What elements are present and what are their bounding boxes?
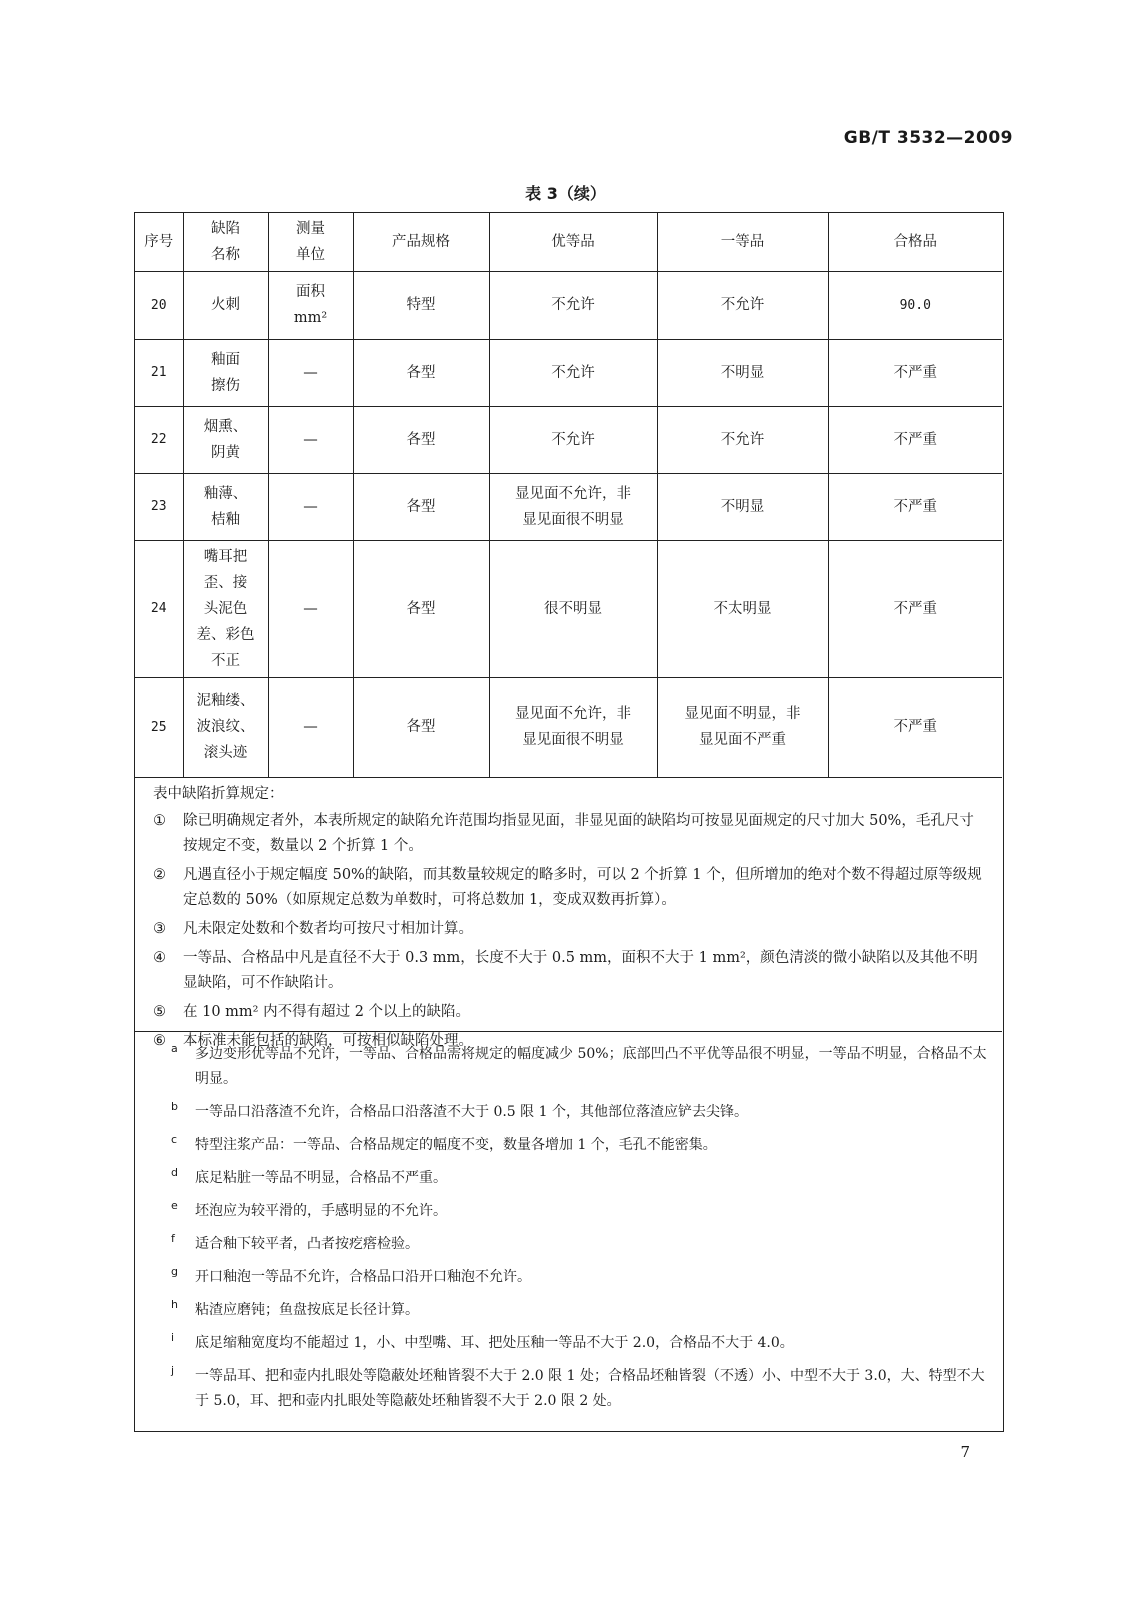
footnote bbox=[171, 1042, 988, 1092]
table-header-row bbox=[135, 213, 1002, 271]
footnote-mark: d bbox=[171, 1166, 178, 1179]
cell-qualified: 不严重 bbox=[828, 339, 1002, 406]
footnote-mark: e bbox=[171, 1199, 178, 1212]
cell-defect-name: 釉薄、 桔釉 bbox=[183, 473, 268, 540]
footnote-mark: h bbox=[171, 1298, 178, 1311]
rule-text: 一等品、合格品中凡是直径不大于 0.3 mm，长度不大于 0.5 mm，面积不大于 1 mm²，颜色清淡的微小缺陷以及其他不明显缺陷，可不作缺陷计。 bbox=[183, 950, 978, 991]
col-header-premium: 优等品 bbox=[489, 213, 657, 271]
table-row bbox=[135, 406, 1002, 473]
rule-text: 本标准未能包括的缺陷，可按相似缺陷处理。 bbox=[183, 1033, 473, 1049]
cell-no: 21 bbox=[135, 339, 183, 406]
cell-premium: 显见面不允许，非 显见面很不明显 bbox=[489, 677, 657, 777]
footnote-mark: b bbox=[171, 1100, 178, 1113]
rule-marker: ③ bbox=[153, 921, 166, 937]
cell-qualified: 不严重 bbox=[828, 406, 1002, 473]
table-row bbox=[135, 540, 1002, 677]
defect-table bbox=[135, 213, 1002, 778]
cell-qualified: 不严重 bbox=[828, 677, 1002, 777]
col-header-defect-name: 缺陷 名称 bbox=[183, 213, 268, 271]
col-header-first-grade: 一等品 bbox=[657, 213, 828, 271]
table-title: 表 3（续） bbox=[525, 184, 606, 203]
cell-defect-name: 嘴耳把 歪、接 头泥色 差、彩色 不正 bbox=[183, 540, 268, 677]
footnote bbox=[171, 1232, 988, 1257]
cell-defect-name: 火刺 bbox=[183, 271, 268, 339]
footnote-text: 一等品口沿落渣不允许，合格品口沿落渣不大于 0.5 限 1 个，其他部位落渣应铲去尖锋。 bbox=[195, 1104, 748, 1120]
footnote-text: 适合釉下较平者，凸者按疙瘩检验。 bbox=[195, 1236, 419, 1252]
notes-divider bbox=[135, 1031, 1002, 1032]
cell-premium: 不允许 bbox=[489, 406, 657, 473]
rule-text: 除已明确规定者外，本表所规定的缺陷允许范围均指显见面，非显见面的缺陷均可按显见面规定的尺寸加大 50%，毛孔尺寸按规定不变，数量以 2 个折算 1 个。 bbox=[183, 813, 974, 854]
footnote bbox=[171, 1166, 988, 1191]
rule-text: 凡遇直径小于规定幅度 50%的缺陷，而其数量较规定的略多时，可以 2 个折算 1 个，但所增加的绝对个数不得超过原等级规定总数的 50%（如原规定总数为单数时，可将总数加 1，变成双数再折算）。 bbox=[183, 867, 982, 908]
footnote-text: 多边变形优等品不允许，一等品、合格品需将规定的幅度减少 50%；底部凹凸不平优等品很不明显，一等品不明显，合格品不太明显。 bbox=[195, 1046, 987, 1087]
rule-text: 在 10 mm² 内不得有超过 2 个以上的缺陷。 bbox=[183, 1004, 471, 1020]
cell-unit: — bbox=[268, 339, 353, 406]
rule-item bbox=[153, 809, 988, 859]
cell-first-grade: 不太明显 bbox=[657, 540, 828, 677]
cell-first-grade: 显见面不明显，非 显见面不严重 bbox=[657, 677, 828, 777]
cell-spec: 各型 bbox=[353, 339, 489, 406]
cell-no: 20 bbox=[135, 271, 183, 339]
cell-first-grade: 不明显 bbox=[657, 473, 828, 540]
cell-no: 25 bbox=[135, 677, 183, 777]
cell-premium: 很不明显 bbox=[489, 540, 657, 677]
footnote-text: 一等品耳、把和壶内扎眼处等隐蔽处坯釉皆裂不大于 2.0 限 1 处；合格品坯釉皆裂（不透）小、中型不大于 3.0，大、特型不大于 5.0，耳、把和壶内扎眼处等隐蔽处坯釉皆裂不大于 2.0 限 2 处。 bbox=[195, 1368, 985, 1409]
footnote-text: 底足缩釉宽度均不能超过 1，小、中型嘴、耳、把处压釉一等品不大于 2.0，合格品不大于 4.0。 bbox=[195, 1335, 794, 1351]
rule-item bbox=[153, 946, 988, 996]
cell-spec: 特型 bbox=[353, 271, 489, 339]
standard-code: GB/T 3532—2009 bbox=[843, 128, 1013, 148]
footnote-mark: a bbox=[171, 1042, 178, 1055]
rule-item bbox=[153, 863, 988, 913]
footnote bbox=[171, 1265, 988, 1290]
cell-no: 22 bbox=[135, 406, 183, 473]
footnote-mark: j bbox=[171, 1364, 175, 1377]
rule-item bbox=[153, 1000, 988, 1025]
cell-premium: 不允许 bbox=[489, 271, 657, 339]
cell-first-grade: 不允许 bbox=[657, 406, 828, 473]
cell-unit: — bbox=[268, 406, 353, 473]
cell-qualified: 不严重 bbox=[828, 473, 1002, 540]
defect-table-box bbox=[134, 212, 1004, 1432]
footnote bbox=[171, 1100, 988, 1125]
cell-first-grade: 不明显 bbox=[657, 339, 828, 406]
footnote-text: 底足粘脏一等品不明显，合格品不严重。 bbox=[195, 1170, 447, 1186]
rule-marker: ⑥ bbox=[153, 1033, 166, 1049]
cell-no: 24 bbox=[135, 540, 183, 677]
footnote bbox=[171, 1331, 988, 1356]
cell-spec: 各型 bbox=[353, 540, 489, 677]
footnote-text: 坯泡应为较平滑的，手感明显的不允许。 bbox=[195, 1203, 447, 1219]
footnote bbox=[171, 1364, 988, 1414]
cell-defect-name: 烟熏、 阴黄 bbox=[183, 406, 268, 473]
footnote-mark: i bbox=[171, 1331, 175, 1344]
cell-premium: 不允许 bbox=[489, 339, 657, 406]
cell-qualified: 不严重 bbox=[828, 540, 1002, 677]
cell-qualified: 90.0 bbox=[828, 271, 1002, 339]
cell-spec: 各型 bbox=[353, 406, 489, 473]
col-header-no: 序号 bbox=[135, 213, 183, 271]
cell-spec: 各型 bbox=[353, 677, 489, 777]
footnote-mark: f bbox=[171, 1232, 175, 1245]
cell-unit: — bbox=[268, 473, 353, 540]
table-row bbox=[135, 473, 1002, 540]
footnote bbox=[171, 1133, 988, 1158]
conversion-rules bbox=[135, 778, 1002, 1058]
footnotes bbox=[135, 1042, 1002, 1422]
rule-marker: ⑤ bbox=[153, 1004, 166, 1020]
footnote-mark: g bbox=[171, 1265, 178, 1278]
cell-unit: — bbox=[268, 677, 353, 777]
table-row bbox=[135, 271, 1002, 339]
table-row bbox=[135, 677, 1002, 777]
page-number: 7 bbox=[960, 1443, 970, 1461]
footnote-mark: c bbox=[171, 1133, 178, 1146]
col-header-qualified: 合格品 bbox=[828, 213, 1002, 271]
col-header-spec: 产品规格 bbox=[353, 213, 489, 271]
cell-spec: 各型 bbox=[353, 473, 489, 540]
table-row bbox=[135, 339, 1002, 406]
rule-item bbox=[153, 917, 988, 942]
rule-marker: ① bbox=[153, 813, 166, 829]
rule-marker: ④ bbox=[153, 950, 166, 966]
cell-defect-name: 釉面 擦伤 bbox=[183, 339, 268, 406]
cell-first-grade: 不允许 bbox=[657, 271, 828, 339]
cell-premium: 显见面不允许，非 显见面很不明显 bbox=[489, 473, 657, 540]
cell-defect-name: 泥釉缕、 波浪纹、 滚头迹 bbox=[183, 677, 268, 777]
footnote bbox=[171, 1199, 988, 1224]
cell-unit: — bbox=[268, 540, 353, 677]
rule-marker: ② bbox=[153, 867, 166, 883]
footnote-text: 粘渣应磨钝；鱼盘按底足长径计算。 bbox=[195, 1302, 419, 1318]
footnote bbox=[171, 1298, 988, 1323]
col-header-unit: 测量 单位 bbox=[268, 213, 353, 271]
rules-heading: 表中缺陷折算规定： bbox=[153, 786, 284, 802]
rule-text: 凡未限定处数和个数者均可按尺寸相加计算。 bbox=[183, 921, 473, 937]
cell-unit: 面积 mm² bbox=[268, 271, 353, 339]
footnote-text: 特型注浆产品：一等品、合格品规定的幅度不变，数量各增加 1 个，毛孔不能密集。 bbox=[195, 1137, 717, 1153]
cell-no: 23 bbox=[135, 473, 183, 540]
footnote-text: 开口釉泡一等品不允许，合格品口沿开口釉泡不允许。 bbox=[195, 1269, 531, 1285]
